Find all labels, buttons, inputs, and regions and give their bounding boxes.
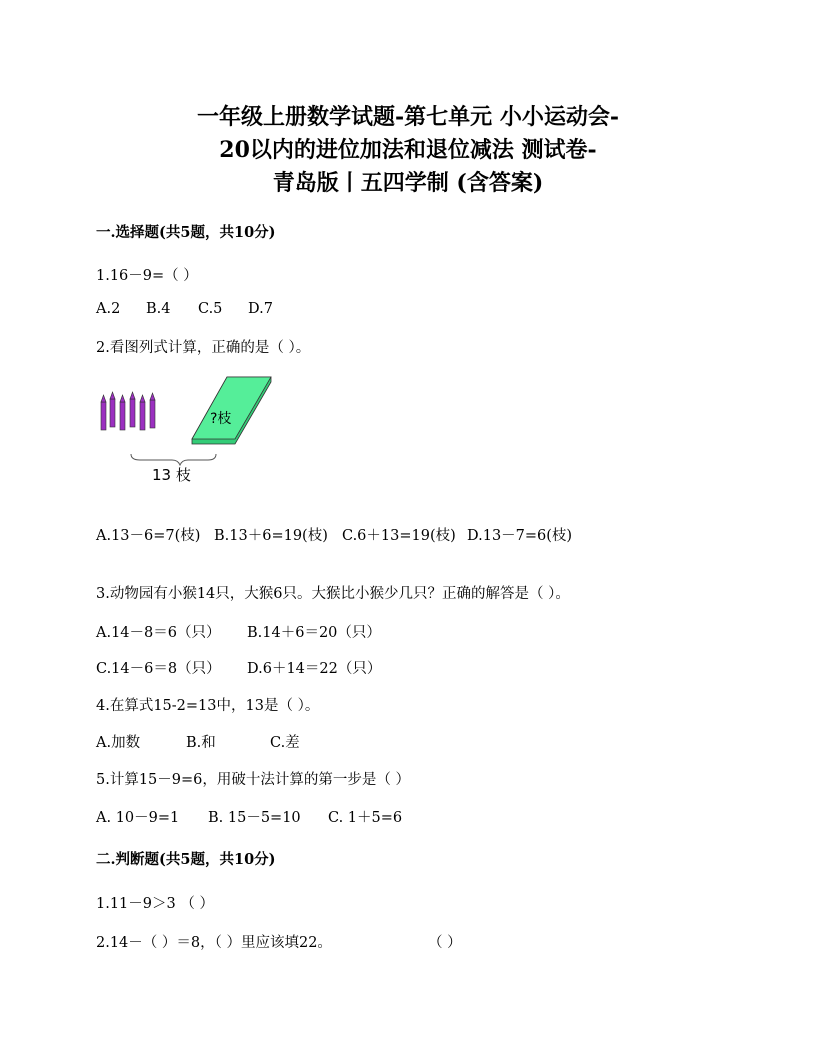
pencils-and-box-illustration	[96, 372, 286, 492]
total-label: 13 枝	[152, 466, 191, 484]
question-5-option-c: C. 1＋5=6	[328, 810, 403, 826]
question-4-stem: 4.在算式15-2=13中，13是（ ）。	[96, 698, 320, 714]
question-2-option-b: B.13＋6=19(枝)	[214, 528, 328, 544]
section-heading-judgment: 二.判断题(共5题，共10分)	[96, 851, 276, 868]
question-2-option-d: D.13－7=6(枝)	[467, 528, 573, 544]
question-5-option-b: B. 15－5=10	[208, 810, 301, 826]
question-3-option-c: C.14－6＝8（只）	[96, 661, 221, 677]
judgment-question-2: 2.14－（ ）＝8，（ ）里应该填22。	[96, 935, 332, 951]
question-1-option-b: B.4	[146, 301, 171, 317]
question-3-option-d: D.6＋14＝22（只）	[247, 661, 382, 677]
question-2-stem: 2.看图列式计算，正确的是（ ）。	[96, 340, 311, 356]
box-label: ?枝	[210, 411, 232, 427]
question-4-option-a: A.加数	[96, 735, 141, 751]
question-5-stem: 5.计算15－9=6，用破十法计算的第一步是（ ）	[96, 772, 410, 788]
document-title-line-2: 20以内的进位加法和退位减法 测试卷-	[219, 137, 597, 163]
question-1-option-a: A.2	[96, 301, 121, 317]
document-title-line-1: 一年级上册数学试题-第七单元 小小运动会-	[197, 104, 619, 130]
judgment-question-1: 1.11－9＞3 （ ）	[96, 896, 214, 912]
question-2-option-a: A.13－6=7(枝)	[96, 528, 201, 544]
question-4-option-b: B.和	[186, 735, 216, 751]
pencil	[130, 392, 135, 427]
document-title-line-3: 青岛版丨五四学制 (含答案)	[272, 170, 544, 196]
pencil-box	[192, 377, 271, 444]
question-3-stem: 3.动物园有小猴14只，大猴6只。大猴比小猴少几只？正确的解答是（ ）。	[96, 586, 570, 602]
pencil-group	[101, 392, 155, 430]
judgment-question-2-answer-blank: （ ）	[428, 935, 462, 951]
question-2-figure	[96, 372, 286, 492]
question-1-option-d: D.7	[248, 301, 273, 317]
question-1-stem: 1.16－9=（ ）	[96, 268, 198, 284]
pencil	[101, 395, 106, 430]
pencil	[140, 395, 145, 430]
pencil	[120, 395, 125, 430]
brace	[131, 454, 216, 465]
pencil	[150, 393, 155, 428]
question-1-option-c: C.5	[198, 301, 223, 317]
question-5-option-a: A. 10－9=1	[96, 810, 180, 826]
section-heading-choice: 一.选择题(共5题，共10分)	[96, 224, 276, 241]
question-2-option-c: C.6＋13=19(枝)	[342, 528, 456, 544]
question-3-option-a: A.14－8＝6（只）	[96, 625, 221, 641]
question-3-option-b: B.14＋6＝20（只）	[247, 625, 381, 641]
pencil	[110, 392, 115, 427]
question-4-option-c: C.差	[270, 735, 300, 751]
